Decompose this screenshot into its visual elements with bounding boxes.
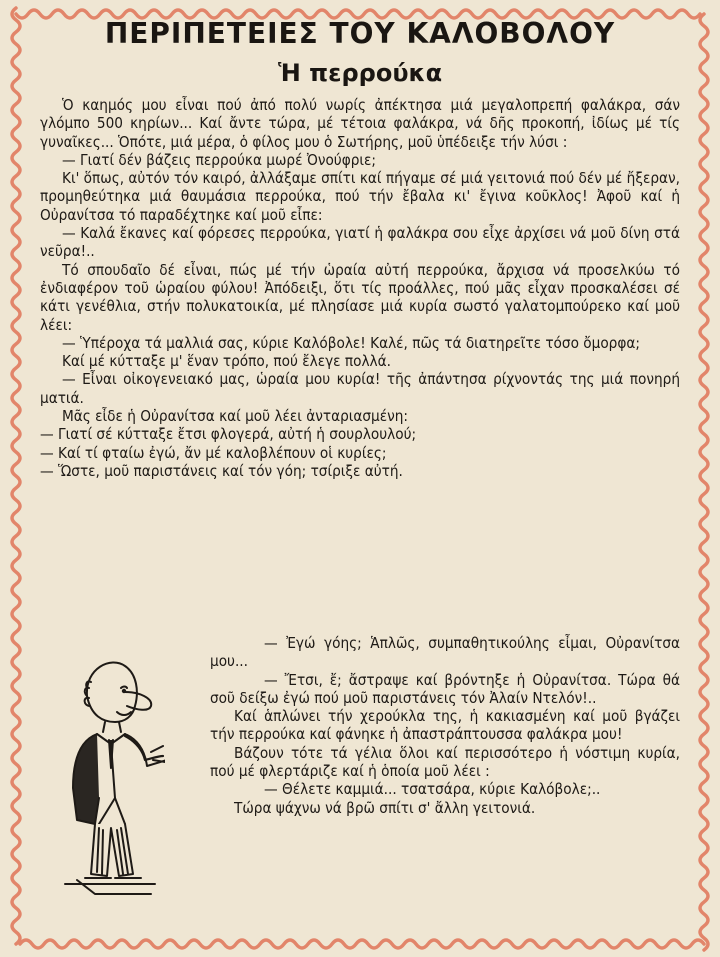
paragraph: Βάζουν τότε τά γέλια ὅλοι καί περισσότερο ἡ νόστιμη κυρία, πού μέ φλερτάριζε καί ἡ ὁποία μοῦ λέει :: [210, 743, 680, 781]
dialogue-line: — Εἶναι οἰκογενειακό μας, ὡραία μου κυρία! τῆς ἀπάντησα ρίχνοντάς της μιά πονηρή ματιά.: [40, 370, 680, 407]
paragraph: Καί μέ κύτταξε μ' ἕναν τρόπο, πού ἔλεγε πολλά.: [62, 352, 391, 371]
article-subtitle: Ἡ περρούκα: [277, 59, 443, 87]
dialogue-line: — Γιατί σέ κύτταξε ἔτσι φλογερά, αὐτή ἡ σουρλουλού;: [40, 425, 417, 444]
paragraph: Τό σπουδαῖο δέ εἶναι, πώς μέ τήν ὡραία αὐτή περρούκα, ἄρχισα νά προσελκύω τό ἐνδιαφέρον τοῦ ὡραίου φύλου! Ἀπόδειξι, ὅτι τίς προάλλες, πού μᾶς εἶχαν προσκαλέσει σέ κάτι γενέθλια, στήν πολυκατοικία, μέ πλησίασε μιά κυρία σωστό γαλατομπούρεκο καί μοῦ λέει:: [40, 260, 680, 334]
dialogue-line: — Ὥστε, μοῦ παριστάνεις καί τόν γόη; τσίριξε αὐτή.: [40, 461, 403, 480]
dialogue-line: — Ὑπέροχα τά μαλλιά σας, κύριε Καλόβολε! Καλέ, πῶς τά διατηρεῖτε τόσο ὄμορφα;: [62, 333, 640, 352]
paragraph: Κι' ὅπως, αὐτόν τόν καιρό, ἀλλάξαμε σπίτι καί πήγαμε σέ μιά γειτονιά πού δέν μέ ἤξεραν, προμηθεύτηκα μιά θαυμάσια περρούκα, πού τήν ἔβαλα κι' ἔγινα κοῦκλος! Ἀφοῦ καί ἡ Οὐρανίτσα τό παραδέχτηκε καί μοῦ εἶπε:: [40, 169, 680, 224]
border-wave-segment: [700, 14, 708, 950]
article-container: [40, 14, 680, 480]
dialogue-line: — Καί τί φταίω ἐγώ, ἄν μέ καλοβλέπουν οἱ κυρίες;: [40, 443, 387, 462]
paragraph: Τώρα ψάχνω νά βρῶ σπίτι σ' ἄλλη γειτονιά.: [234, 798, 536, 817]
dialogue-line: — Ἐγώ γόης; Ἁπλῶς, συμπαθητικούλης εἶμαι, Οὐρανίτσα μου...: [210, 634, 680, 671]
dialogue-line: — Καλά ἔκανες καί φόρεσες περρούκα, γιατί ἡ φαλάκρα σου εἶχε ἀρχίσει νά μοῦ δίνη στά νεῦρα!..: [40, 224, 680, 261]
paragraph: Μᾶς εἶδε ἡ Οὐρανίτσα καί μοῦ λέει ἀνταριασμένη:: [62, 407, 409, 426]
dialogue-line: — Ἔτσι, ἔ; ἄστραψε καί βρόντηξε ἡ Οὐρανίτσα. Τώρα θά σοῦ δείξω ἐγώ πού μοῦ παριστάνεις τόν Ἀλαίν Ντελόν!..: [210, 670, 680, 707]
border-wave-segment: [12, 8, 20, 944]
article-body: [40, 96, 680, 480]
dialogue-line: — Γιατί δέν βάζεις περρούκα μωρέ Ὀνούφριε;: [62, 150, 377, 169]
border-wave-segment: [20, 940, 704, 948]
dialogue-line: — Θέλετε καμμιά... τσατσάρα, κύριε Καλόβολε;..: [264, 780, 601, 799]
article-body-lower: [210, 634, 680, 817]
article-lower-section: [40, 634, 680, 817]
paragraph: Ὁ καημός μου εἶναι πού ἀπό πολύ νωρίς ἀπέκτησα μιά μεγαλοπρεπή φαλάκρα, σάν γλόμπο 500 κηρίων... Καί ἄντε τώρα, μέ τέτοια φαλάκρα, νά δῆς προκοπή, ἰδίως μέ τίς γυναῖκες... Ὁπότε, μιά μέρα, ὁ φίλος μου ὁ Σωτήρης, μοῦ ὑπέδειξε τήν λύσι :: [40, 96, 680, 151]
page-title: ΠΕΡΙΠΕΤΕΙΕΣ ΤΟΥ ΚΑΛΟΒΟΛΟΥ: [104, 17, 616, 50]
paragraph: Καί ἁπλώνει τήν χερούκλα της, ἡ κακιασμένη καί μοῦ βγάζει τήν περρούκα καί φάνηκε ἡ ἀπαστράπτουσσα φαλάκρα μου!: [210, 707, 680, 744]
